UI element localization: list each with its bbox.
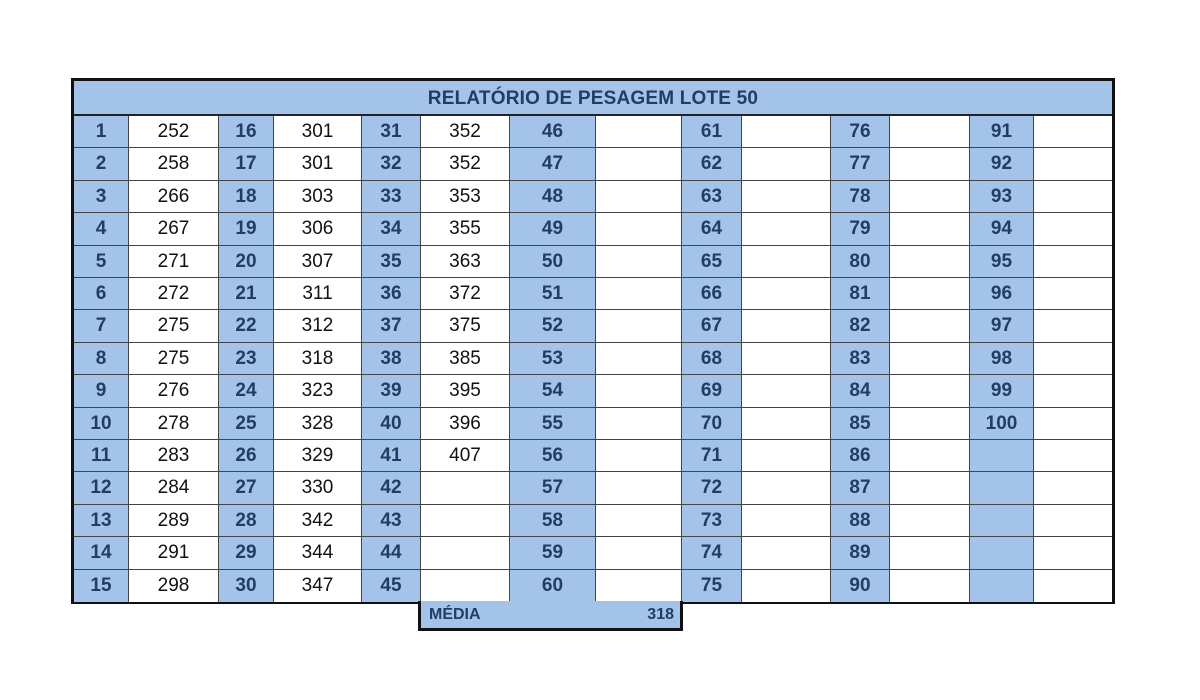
weight-cell: 318 <box>274 343 362 375</box>
weight-cell: 301 <box>274 148 362 180</box>
weight-cell: 275 <box>129 310 219 342</box>
lot-number-cell <box>970 440 1034 472</box>
lot-number-cell <box>970 505 1034 537</box>
weight-cell <box>742 148 831 180</box>
weight-cell <box>742 213 831 245</box>
weight-cell: 307 <box>274 246 362 278</box>
weight-cell <box>890 213 970 245</box>
lot-number-cell: 29 <box>219 537 274 569</box>
lot-number-cell: 19 <box>219 213 274 245</box>
weight-cell: 395 <box>421 375 510 407</box>
weight-cell <box>890 116 970 148</box>
weight-cell <box>742 570 831 602</box>
lot-number-cell: 37 <box>362 310 421 342</box>
weight-cell: 372 <box>421 278 510 310</box>
lot-number-cell: 68 <box>682 343 742 375</box>
lot-number-cell: 84 <box>831 375 890 407</box>
weight-cell: 355 <box>421 213 510 245</box>
lot-number-cell: 85 <box>831 408 890 440</box>
lot-number-cell: 33 <box>362 181 421 213</box>
lot-number-cell: 78 <box>831 181 890 213</box>
weight-cell <box>421 472 510 504</box>
lot-number-cell <box>970 472 1034 504</box>
lot-number-cell: 46 <box>510 116 596 148</box>
weight-cell <box>890 440 970 472</box>
weight-cell <box>742 537 831 569</box>
weight-cell <box>596 278 682 310</box>
lot-number-cell: 44 <box>362 537 421 569</box>
weight-cell: 252 <box>129 116 219 148</box>
lot-number-cell: 65 <box>682 246 742 278</box>
lot-number-cell: 54 <box>510 375 596 407</box>
lot-number-cell: 25 <box>219 408 274 440</box>
weight-cell <box>596 375 682 407</box>
lot-number-cell: 22 <box>219 310 274 342</box>
lot-number-cell: 27 <box>219 472 274 504</box>
average-label: MÉDIA <box>429 606 481 623</box>
lot-number-cell: 1 <box>74 116 129 148</box>
weight-cell <box>890 181 970 213</box>
lot-number-cell: 45 <box>362 570 421 602</box>
weight-cell <box>742 343 831 375</box>
weight-cell: 272 <box>129 278 219 310</box>
lot-number-cell: 13 <box>74 505 129 537</box>
weight-cell: 396 <box>421 408 510 440</box>
weight-cell: 298 <box>129 570 219 602</box>
weight-cell: 284 <box>129 472 219 504</box>
lot-number-cell: 62 <box>682 148 742 180</box>
lot-number-cell: 21 <box>219 278 274 310</box>
lot-number-cell: 14 <box>74 537 129 569</box>
average-box <box>418 601 683 631</box>
weight-cell <box>742 505 831 537</box>
weight-cell: 363 <box>421 246 510 278</box>
lot-number-cell: 88 <box>831 505 890 537</box>
lot-number-cell: 20 <box>219 246 274 278</box>
lot-number-cell <box>970 537 1034 569</box>
lot-number-cell: 4 <box>74 213 129 245</box>
lot-number-cell: 6 <box>74 278 129 310</box>
weighing-report-table <box>71 78 1115 604</box>
lot-number-cell: 94 <box>970 213 1034 245</box>
lot-number-cell: 18 <box>219 181 274 213</box>
lot-number-cell: 74 <box>682 537 742 569</box>
weight-cell: 278 <box>129 408 219 440</box>
weight-cell: 267 <box>129 213 219 245</box>
lot-number-cell: 34 <box>362 213 421 245</box>
lot-number-cell: 50 <box>510 246 596 278</box>
weight-cell: 323 <box>274 375 362 407</box>
weight-cell: 344 <box>274 537 362 569</box>
weight-cell <box>1034 440 1112 472</box>
lot-number-cell: 55 <box>510 408 596 440</box>
weight-cell <box>742 440 831 472</box>
lot-number-cell: 5 <box>74 246 129 278</box>
weight-cell <box>890 472 970 504</box>
lot-number-cell: 58 <box>510 505 596 537</box>
lot-number-cell: 2 <box>74 148 129 180</box>
weight-cell: 289 <box>129 505 219 537</box>
lot-number-cell: 40 <box>362 408 421 440</box>
lot-number-cell: 86 <box>831 440 890 472</box>
weight-cell <box>596 537 682 569</box>
weight-cell <box>596 570 682 602</box>
weight-cell <box>421 537 510 569</box>
lot-number-cell: 77 <box>831 148 890 180</box>
weight-cell <box>1034 148 1112 180</box>
weight-cell: 271 <box>129 246 219 278</box>
weight-cell: 353 <box>421 181 510 213</box>
weight-cell: 352 <box>421 148 510 180</box>
weight-cell: 275 <box>129 343 219 375</box>
lot-number-cell: 8 <box>74 343 129 375</box>
weight-cell: 258 <box>129 148 219 180</box>
lot-number-cell: 15 <box>74 570 129 602</box>
weight-cell <box>742 408 831 440</box>
lot-number-cell: 23 <box>219 343 274 375</box>
lot-number-cell: 82 <box>831 310 890 342</box>
lot-number-cell: 9 <box>74 375 129 407</box>
weight-cell: 312 <box>274 310 362 342</box>
lot-number-cell: 11 <box>74 440 129 472</box>
lot-number-cell: 76 <box>831 116 890 148</box>
weight-cell: 342 <box>274 505 362 537</box>
weight-cell: 330 <box>274 472 362 504</box>
lot-number-cell: 49 <box>510 213 596 245</box>
lot-number-cell: 43 <box>362 505 421 537</box>
weight-cell <box>742 116 831 148</box>
lot-number-cell: 52 <box>510 310 596 342</box>
lot-number-cell: 96 <box>970 278 1034 310</box>
weight-cell <box>890 408 970 440</box>
weight-cell <box>890 505 970 537</box>
weight-cell: 328 <box>274 408 362 440</box>
lot-number-cell: 56 <box>510 440 596 472</box>
weight-cell: 283 <box>129 440 219 472</box>
lot-number-cell: 48 <box>510 181 596 213</box>
lot-number-cell: 91 <box>970 116 1034 148</box>
lot-number-cell: 42 <box>362 472 421 504</box>
weight-cell: 266 <box>129 181 219 213</box>
lot-number-cell: 32 <box>362 148 421 180</box>
weight-cell <box>890 570 970 602</box>
weight-cell <box>596 505 682 537</box>
lot-number-cell: 35 <box>362 246 421 278</box>
weight-cell: 291 <box>129 537 219 569</box>
weight-cell <box>890 148 970 180</box>
weight-cell <box>1034 375 1112 407</box>
weight-cell: 352 <box>421 116 510 148</box>
weight-cell <box>596 343 682 375</box>
lot-number-cell: 83 <box>831 343 890 375</box>
lot-number-cell: 60 <box>510 570 596 602</box>
weight-cell <box>421 570 510 602</box>
weight-cell <box>742 310 831 342</box>
lot-number-cell: 16 <box>219 116 274 148</box>
weight-cell <box>596 472 682 504</box>
weight-cell <box>742 472 831 504</box>
lot-number-cell: 66 <box>682 278 742 310</box>
weight-cell <box>1034 181 1112 213</box>
average-value: 318 <box>647 606 674 623</box>
lot-number-cell: 39 <box>362 375 421 407</box>
weight-cell <box>596 148 682 180</box>
weight-cell <box>1034 310 1112 342</box>
lot-number-cell: 80 <box>831 246 890 278</box>
weight-cell <box>1034 537 1112 569</box>
weight-cell <box>1034 408 1112 440</box>
lot-number-cell: 64 <box>682 213 742 245</box>
lot-number-cell: 10 <box>74 408 129 440</box>
lot-number-cell: 99 <box>970 375 1034 407</box>
lot-number-cell: 12 <box>74 472 129 504</box>
weight-cell <box>890 278 970 310</box>
lot-number-cell: 24 <box>219 375 274 407</box>
report-title: RELATÓRIO DE PESAGEM LOTE 50 <box>74 81 1112 116</box>
lot-number-cell: 92 <box>970 148 1034 180</box>
lot-number-cell: 75 <box>682 570 742 602</box>
weight-cell: 347 <box>274 570 362 602</box>
lot-number-cell: 41 <box>362 440 421 472</box>
weight-cell <box>596 440 682 472</box>
lot-number-cell: 7 <box>74 310 129 342</box>
weight-cell <box>1034 278 1112 310</box>
lot-number-cell: 69 <box>682 375 742 407</box>
lot-number-cell: 53 <box>510 343 596 375</box>
lot-number-cell: 70 <box>682 408 742 440</box>
lot-number-cell: 87 <box>831 472 890 504</box>
lot-number-cell: 31 <box>362 116 421 148</box>
weight-cell <box>1034 343 1112 375</box>
lot-number-cell: 59 <box>510 537 596 569</box>
weight-cell <box>890 343 970 375</box>
lot-number-cell: 3 <box>74 181 129 213</box>
lot-number-cell: 51 <box>510 278 596 310</box>
weight-cell <box>742 278 831 310</box>
lot-number-cell: 100 <box>970 408 1034 440</box>
weight-cell <box>596 213 682 245</box>
lot-number-cell: 28 <box>219 505 274 537</box>
weight-cell <box>596 408 682 440</box>
lot-number-cell: 71 <box>682 440 742 472</box>
lot-number-cell: 72 <box>682 472 742 504</box>
lot-number-cell: 90 <box>831 570 890 602</box>
lot-number-cell: 79 <box>831 213 890 245</box>
lot-number-cell: 30 <box>219 570 274 602</box>
lot-number-cell: 57 <box>510 472 596 504</box>
lot-number-cell: 98 <box>970 343 1034 375</box>
lot-number-cell: 89 <box>831 537 890 569</box>
weight-cell <box>890 310 970 342</box>
weight-cell <box>1034 213 1112 245</box>
weight-cell: 407 <box>421 440 510 472</box>
lot-number-cell: 38 <box>362 343 421 375</box>
weight-cell <box>596 181 682 213</box>
lot-number-cell: 17 <box>219 148 274 180</box>
weight-cell: 329 <box>274 440 362 472</box>
weight-cell: 306 <box>274 213 362 245</box>
weight-cell <box>890 246 970 278</box>
weight-cell <box>1034 472 1112 504</box>
lot-number-cell: 63 <box>682 181 742 213</box>
lot-number-cell: 47 <box>510 148 596 180</box>
weight-cell <box>742 246 831 278</box>
lot-number-cell: 61 <box>682 116 742 148</box>
weight-cell <box>890 375 970 407</box>
weight-cell <box>1034 505 1112 537</box>
lot-number-cell: 97 <box>970 310 1034 342</box>
lot-number-cell: 67 <box>682 310 742 342</box>
weight-cell: 303 <box>274 181 362 213</box>
lot-number-cell: 95 <box>970 246 1034 278</box>
weight-cell <box>596 116 682 148</box>
lot-number-cell: 93 <box>970 181 1034 213</box>
weighing-grid <box>74 116 1112 601</box>
weight-cell: 276 <box>129 375 219 407</box>
lot-number-cell: 81 <box>831 278 890 310</box>
weight-cell <box>890 537 970 569</box>
weight-cell <box>742 181 831 213</box>
weight-cell <box>596 246 682 278</box>
lot-number-cell <box>970 570 1034 602</box>
lot-number-cell: 73 <box>682 505 742 537</box>
weight-cell: 375 <box>421 310 510 342</box>
weight-cell: 385 <box>421 343 510 375</box>
lot-number-cell: 26 <box>219 440 274 472</box>
weight-cell <box>596 310 682 342</box>
weight-cell: 301 <box>274 116 362 148</box>
weight-cell: 311 <box>274 278 362 310</box>
weight-cell <box>1034 116 1112 148</box>
lot-number-cell: 36 <box>362 278 421 310</box>
weight-cell <box>1034 246 1112 278</box>
weight-cell <box>742 375 831 407</box>
weight-cell <box>1034 570 1112 602</box>
weight-cell <box>421 505 510 537</box>
